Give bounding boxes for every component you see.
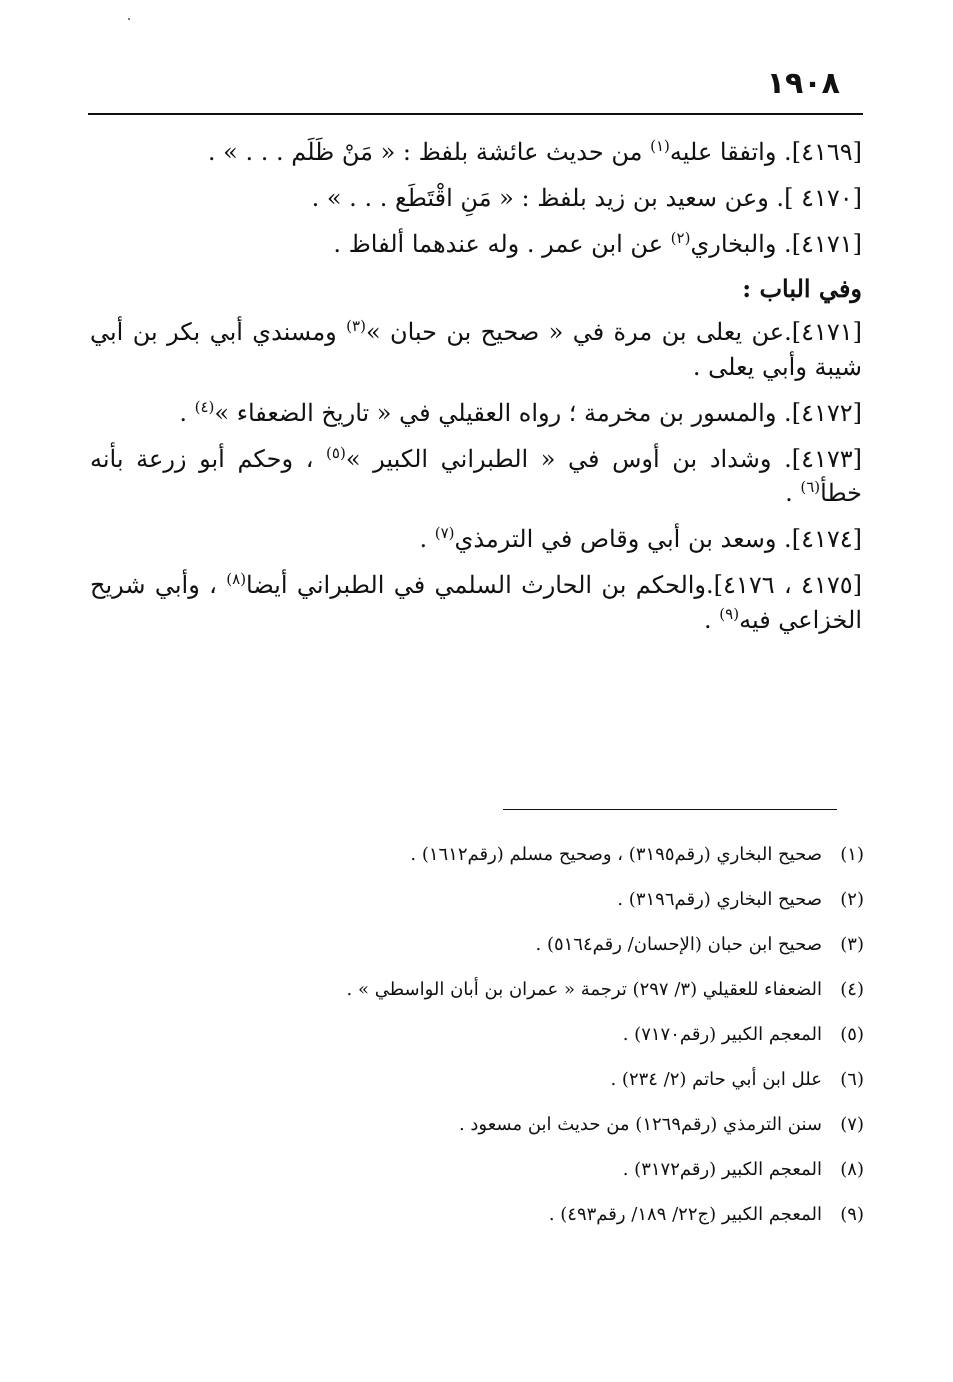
bab-entry-4173: [90, 442, 862, 512]
footnote-number: (٨): [840, 1159, 864, 1180]
entry-text: . وسعد بن أبي وقاص في الترمذي: [454, 525, 792, 554]
entry-4170: [90, 181, 862, 216]
entry-text-end: .: [704, 605, 720, 634]
footnote-text: المعجم الكبير (رقم٧١٧٠) .: [622, 1024, 822, 1045]
footnote-number: (١): [840, 844, 864, 865]
footnote-number: (٤): [840, 979, 864, 1000]
entry-text-continued: ومسندي أبي بكر بن أبي شيبة وأبي يعلى .: [90, 318, 862, 381]
footnote-number: (٧): [840, 1114, 864, 1135]
entry-4171: [90, 227, 862, 262]
footnote-8: [250, 1153, 864, 1198]
entry-number: [٤١٧٣]: [791, 444, 863, 473]
footnote-text: صحيح البخاري (رقم٣١٩٥) ، وصحيح مسلم (رقم١٦١٢) .: [410, 844, 822, 865]
footnote-ref[interactable]: (٣): [346, 317, 366, 336]
section-heading: وفي الباب :: [742, 274, 862, 304]
bab-entry-4175-4176: [90, 568, 862, 638]
footnote-ref[interactable]: (٦): [800, 478, 821, 497]
footnote-text: صحيح ابن حبان (الإحسان/ رقم٥١٦٤) .: [535, 934, 822, 955]
entry-text-continued: ، وأبي شريح الخزاعي فيه: [90, 570, 862, 634]
header-rule: [88, 113, 863, 115]
footnote-number: (٢): [840, 889, 864, 910]
footnote-2: [250, 883, 864, 928]
entry-text: . وعن سعيد بن زيد بلفظ : « مَنِ اقْتَطَع . . . » .: [311, 183, 785, 212]
footnote-1: [250, 838, 864, 883]
footnotes: [250, 838, 864, 1243]
footnote-number: (٥): [840, 1024, 864, 1045]
entry-text-continued: ، وحكم أبو زرعة بأنه خطأ: [90, 444, 862, 508]
footnote-9: [250, 1198, 864, 1243]
entry-number: [٤١٧١]: [791, 229, 862, 258]
footnote-ref[interactable]: (١): [650, 137, 670, 155]
entry-text: . وشداد بن أوس في « الطبراني الكبير »: [345, 444, 792, 473]
main-text: [90, 135, 862, 649]
footnote-text: صحيح البخاري (رقم٣١٩٦) .: [617, 889, 822, 910]
footnote-ref[interactable]: (٥): [326, 443, 346, 462]
footnote-ref[interactable]: (٨): [226, 569, 247, 588]
entry-text-continued: من حديث عائشة بلفظ : « مَنْ ظَلَم . . . » .: [207, 138, 651, 166]
entry-text: . واتفقا عليه: [669, 138, 792, 166]
footnote-ref[interactable]: (٤): [194, 397, 215, 416]
bab-entry-4171: [90, 315, 862, 385]
footnote-text: سنن الترمذي (رقم١٢٦٩) من حديث ابن مسعود .: [458, 1114, 822, 1135]
footnote-5: [250, 1018, 864, 1063]
footnote-text: المعجم الكبير (رقم٣١٧٢) .: [622, 1159, 822, 1180]
bab-entry-4172: [90, 396, 862, 431]
footnote-text: الضعفاء للعقيلي (٣/ ٢٩٧) ترجمة « عمران بن أبان الواسطي » .: [346, 979, 822, 1000]
entry-text: . والمسور بن مخرمة ؛ رواه العقيلي في « تاريخ الضعفاء »: [214, 398, 792, 427]
entry-number: [٤١٧٢]: [791, 398, 862, 427]
footnote-number: (٩): [840, 1204, 864, 1225]
footnote-7: [250, 1108, 864, 1153]
entry-number: [٤١٧٥ ، ٤١٧٦]: [713, 570, 862, 599]
entry-number: [٤١٧٤]: [791, 525, 862, 554]
entry-number: [٤١٧٠ ]: [784, 183, 862, 212]
entry-text-end: .: [785, 479, 801, 508]
entry-text: .والحكم بن الحارث السلمي في الطبراني أيضا: [246, 570, 714, 599]
entry-text-continued: .: [179, 398, 195, 427]
entry-text-continued: عن ابن عمر . وله عندهما ألفاظ .: [333, 229, 671, 258]
footnote-number: (٦): [840, 1069, 864, 1090]
bab-entry-4174: [90, 522, 862, 557]
footnote-3: [250, 928, 864, 973]
footnote-4: [250, 973, 864, 1018]
entry-4169: [90, 135, 862, 170]
footnote-ref[interactable]: (٢): [670, 228, 691, 247]
entry-text: .عن يعلى بن مرة في « صحيح بن حبان »: [365, 318, 792, 347]
footnote-ref[interactable]: (٧): [434, 524, 455, 543]
page-number: ١٩٠٨: [766, 66, 840, 101]
entry-text: . والبخاري: [690, 229, 792, 258]
footnote-text: المعجم الكبير (ج٢٢/ ١٨٩/ رقم٤٩٣) .: [548, 1204, 822, 1225]
entry-number: [٤١٦٩]: [791, 138, 862, 166]
footnote-separator: [503, 809, 837, 810]
entry-text-continued: .: [419, 525, 435, 554]
entry-number: [٤١٧١]: [791, 318, 863, 347]
footnote-6: [250, 1063, 864, 1108]
scan-speck: [128, 18, 130, 20]
footnote-ref[interactable]: (٩): [719, 604, 740, 623]
footnote-number: (٣): [840, 934, 864, 955]
footnote-text: علل ابن أبي حاتم (٢/ ٢٣٤) .: [610, 1069, 822, 1090]
